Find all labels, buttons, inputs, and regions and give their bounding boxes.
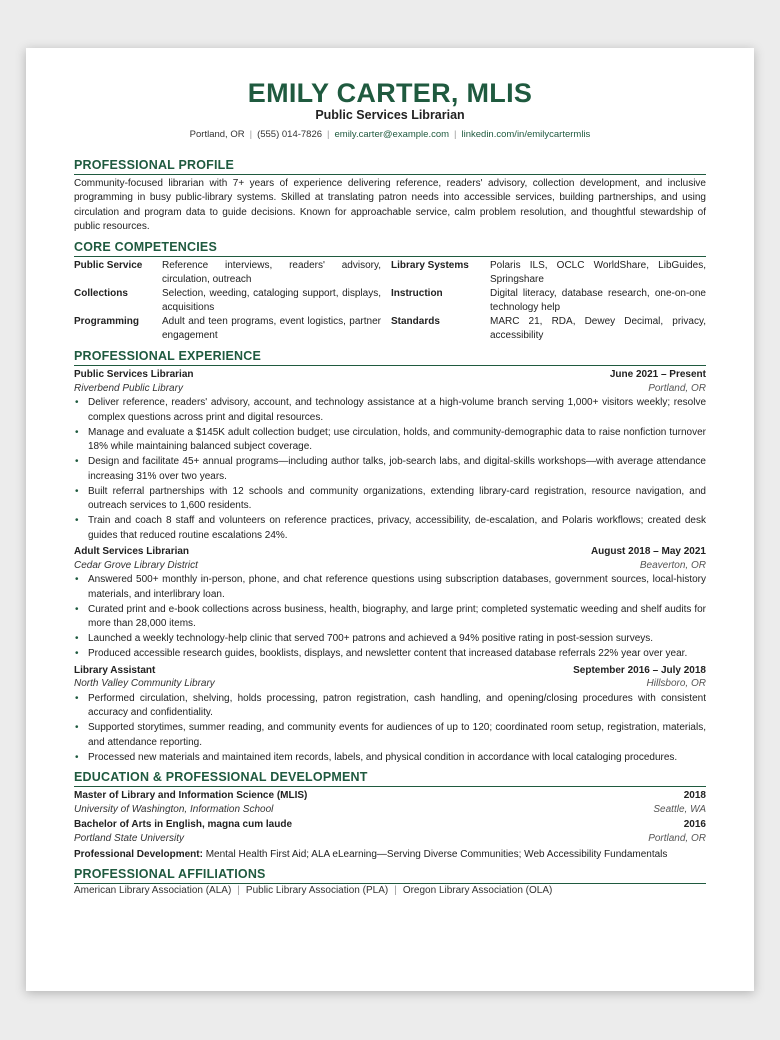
job-bullets — [74, 573, 706, 662]
job-dates: September 2016 – July 2018 — [573, 664, 706, 676]
job-header — [74, 368, 706, 382]
job-subheader — [74, 677, 706, 691]
section-heading-affiliations: PROFESSIONAL AFFILIATIONS — [74, 867, 706, 884]
competency-value: Polaris ILS, OCLC WorldShare, LibGuides, Springshare — [490, 260, 706, 286]
job-header — [74, 545, 706, 559]
competency-label: Programming — [74, 316, 140, 328]
job-dates: August 2018 – May 2021 — [590, 546, 706, 558]
section-heading-competencies: CORE COMPETENCIES — [74, 240, 706, 257]
resume-page — [26, 48, 754, 991]
education-subheader — [74, 832, 706, 846]
list-item: • Processed new materials and maintained item records, labels, and physical condition in accordance with local cataloging procedures. — [88, 751, 706, 766]
competency-label: Standards — [391, 316, 440, 328]
affiliation: Public Library Association (PLA) — [245, 885, 389, 897]
list-item: • Deliver reference, readers' advisory, account, and technology assistance at a high-volume branch serving 1,000+ visitors weekly; resolve complex questions across print and digital resources. — [88, 396, 706, 425]
competency-label: Collections — [74, 288, 128, 300]
competencies-grid — [74, 259, 706, 343]
section-heading-education: EDUCATION & PROFESSIONAL DEVELOPMENT — [74, 770, 706, 787]
contact-location: Portland, OR — [189, 129, 245, 140]
graduation-year: 2018 — [683, 790, 706, 802]
contact-email-link[interactable]: emily.carter@example.com — [334, 129, 450, 140]
job-title: Public Services Librarian — [74, 369, 194, 381]
education-entry — [74, 789, 706, 816]
job-title: Library Assistant — [74, 664, 156, 676]
degree: Master of Library and Information Science (MLIS) — [74, 790, 308, 802]
job-entry — [74, 664, 706, 766]
list-item: • Manage and evaluate a $145K adult collection budget; use circulation, holds, and community-demographic data to raise nonfiction turnover 18% while maintaining balanced subject coverage. — [88, 426, 706, 455]
list-item: • Launched a weekly technology-help clinic that served 700+ patrons and achieved a 94% positive rating in post-session surveys. — [88, 632, 706, 647]
competency-label: Public Service — [74, 260, 143, 272]
education-subheader — [74, 803, 706, 817]
separator: | — [327, 129, 330, 140]
job-organization: Riverbend Public Library — [74, 382, 183, 394]
list-item: • Design and facilitate 45+ annual programs—including author talks, job-search labs, and digital-skills workshops—with average attendance increasing 31% over two years. — [88, 455, 706, 484]
separator: | — [237, 885, 240, 897]
professional-development-text: Mental Health First Aid; ALA eLearning—Serving Diverse Communities; Web Accessibility Fundamentals — [205, 849, 668, 861]
job-entry — [74, 545, 706, 662]
affiliation: American Library Association (ALA) — [74, 885, 232, 897]
competency-value: Adult and teen programs, event logistics, partner engagement — [162, 316, 381, 342]
job-header — [74, 664, 706, 678]
job-title: Public Services Librarian — [315, 108, 465, 122]
profile-summary: Community-focused librarian with 7+ years of experience delivering reference, readers' advisory, collection development, and inclusive programming in busy public-library systems. Skilled at translating patron needs into accessible services, building partnerships, and using circulation and program data to guide decisions. Known for approachable service, calm problem resolution, and thoughtful stewardship of public resources. — [74, 178, 706, 232]
job-bullets — [74, 692, 706, 766]
job-dates: June 2021 – Present — [609, 369, 706, 381]
school-location: Portland, OR — [648, 832, 706, 844]
competency-value: Selection, weeding, cataloging support, displays, acquisitions — [162, 288, 381, 314]
job-organization: Cedar Grove Library District — [74, 559, 198, 571]
school-location: Seattle, WA — [653, 803, 706, 815]
competency-value: Digital literacy, database research, one-on-one technology help — [490, 288, 706, 314]
candidate-name: EMILY CARTER, MLIS — [247, 78, 533, 108]
education-entry — [74, 818, 706, 845]
list-item: • Supported storytimes, summer reading, and community events for audiences of up to 120; coordinated room setup, registration, materials, and attendance reporting. — [88, 721, 706, 750]
job-organization: North Valley Community Library — [74, 678, 215, 690]
job-subheader — [74, 382, 706, 396]
job-bullets — [74, 396, 706, 543]
education-header — [74, 818, 706, 832]
competency-value: Reference interviews, readers' advisory, circulation, outreach — [162, 260, 381, 286]
contact-linkedin-link[interactable]: linkedin.com/in/emilycartermlis — [461, 129, 591, 140]
section-heading-experience: PROFESSIONAL EXPERIENCE — [74, 349, 706, 366]
job-location: Portland, OR — [648, 382, 706, 394]
degree: Bachelor of Arts in English, magna cum laude — [74, 819, 293, 831]
contact-phone: (555) 014-7826 — [257, 129, 323, 140]
professional-development-label: Professional Development: — [74, 849, 203, 861]
competency-value: MARC 21, RDA, Dewey Decimal, privacy, accessibility — [490, 316, 706, 342]
competency-label: Library Systems — [391, 260, 469, 272]
job-location: Hillsboro, OR — [646, 678, 706, 690]
affiliation: Oregon Library Association (OLA) — [402, 885, 553, 897]
education-header — [74, 789, 706, 803]
school: University of Washington, Information School — [74, 803, 274, 815]
list-item: • Built referral partnerships with 12 schools and community organizations, extending library-card registration, resource navigation, and outreach services to 1,600 residents. — [88, 485, 706, 514]
school: Portland State University — [74, 832, 185, 844]
contact-line — [74, 129, 706, 141]
list-item: • Performed circulation, shelving, holds processing, patron registration, cash handling, and opening/closing procedures with consistent accuracy and confidentiality. — [88, 692, 706, 721]
separator: | — [454, 129, 457, 140]
graduation-year: 2016 — [683, 819, 706, 831]
job-subheader — [74, 559, 706, 573]
job-entry — [74, 368, 706, 543]
competency-label: Instruction — [391, 288, 443, 300]
list-item: • Answered 500+ monthly in-person, phone, and chat reference questions using subscription databases, government sources, local-history materials, and interlibrary loan. — [88, 573, 706, 602]
separator: | — [394, 885, 397, 897]
affiliations-list — [74, 884, 706, 898]
job-location: Beaverton, OR — [639, 559, 706, 571]
section-heading-profile: PROFESSIONAL PROFILE — [74, 158, 706, 175]
separator: | — [249, 129, 253, 140]
list-item: • Produced accessible research guides, booklists, displays, and newsletter content that increased database referrals 22% year over year. — [88, 647, 706, 662]
professional-development — [74, 848, 706, 862]
list-item: • Train and coach 8 staff and volunteers on reference practices, privacy, accessibility, de-escalation, and Polaris workflows; created desk guides that reduced routine escalations 24%. — [88, 514, 706, 543]
job-title: Adult Services Librarian — [74, 546, 190, 558]
list-item: • Curated print and e-book collections across business, health, biography, and large print; completed systematic weeding and shelf audits for more than 28,000 items. — [88, 603, 706, 632]
